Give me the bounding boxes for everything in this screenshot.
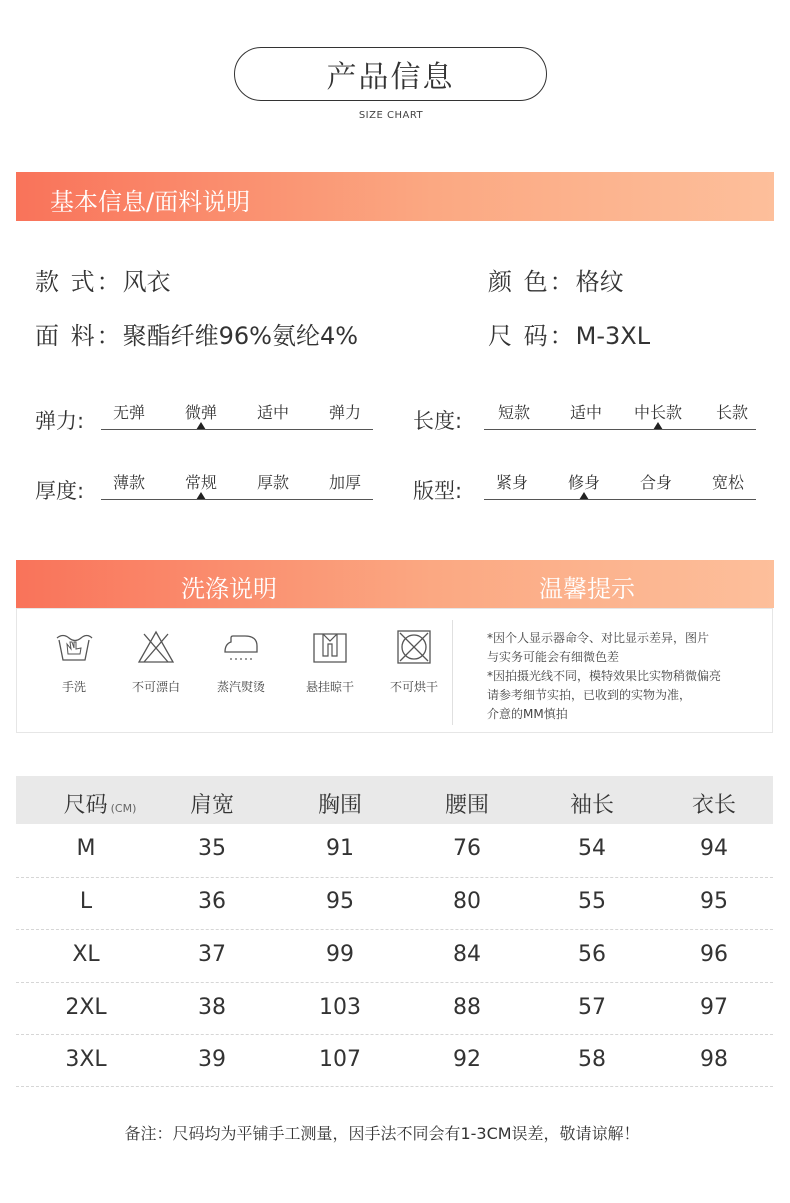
table-cell: 38 [198, 995, 226, 1020]
page-subtitle: SIZE CHART [358, 110, 424, 121]
scale-option: 中长款 [633, 403, 683, 422]
care-item-no-tumble-dry [374, 628, 454, 695]
color-value: 格纹 [575, 268, 624, 296]
scale-option: 宽松 [711, 473, 745, 492]
care-item-steam-iron [201, 628, 281, 695]
no-bleach-icon [136, 628, 176, 666]
basic-info-title: 基本信息/面料说明 [50, 188, 251, 216]
row-divider [16, 877, 773, 878]
color-row [488, 262, 624, 297]
length-scale [484, 400, 756, 430]
size-value: M-3XL [575, 322, 651, 350]
elasticity-label: 弹力: [35, 409, 85, 433]
table-row [16, 889, 773, 929]
table-cell: 76 [453, 836, 481, 861]
basic-info-banner [16, 172, 774, 221]
table-row [16, 942, 773, 982]
scale-option: 薄款 [112, 473, 146, 492]
tip-line: *因拍摄光线不同，模特效果比实物稍微偏亮 [487, 669, 722, 683]
fit-scale [484, 470, 756, 500]
care-label: 悬挂晾干 [305, 680, 354, 694]
care-item-hang-dry [290, 628, 370, 695]
table-cell: 99 [326, 942, 354, 967]
size-header-label: 尺码 [63, 793, 108, 818]
table-cell: 84 [453, 942, 481, 967]
table-cell: 57 [578, 995, 606, 1020]
style-row [35, 262, 171, 297]
tip-line: *因个人显示器命令、对比显示差异，图片 [487, 631, 710, 645]
column-header: 袖长 [569, 793, 615, 818]
scale-option: 长款 [715, 403, 749, 422]
table-cell: 97 [700, 995, 728, 1020]
page-title-pill [234, 47, 547, 101]
table-cell: 96 [700, 942, 728, 967]
care-banner [16, 560, 774, 608]
table-cell: 58 [578, 1047, 606, 1072]
table-cell: 35 [198, 836, 226, 861]
table-cell: 95 [326, 889, 354, 914]
fabric-row [35, 316, 358, 351]
hand-wash-icon [54, 628, 94, 666]
tip-line: 请参考细节实拍，已收到的实物为准， [487, 688, 692, 702]
tips-text [487, 629, 767, 724]
scale-option: 短款 [497, 403, 531, 422]
scale-line [484, 499, 756, 500]
scale-option: 常规 [184, 473, 218, 492]
scale-option: 加厚 [328, 473, 362, 492]
wash-instructions-title: 洗涤说明 [181, 575, 277, 603]
size-row [488, 316, 650, 351]
table-cell: 95 [700, 889, 728, 914]
table-cell: 54 [578, 836, 606, 861]
size-unit-label: (CM) [110, 802, 137, 815]
care-label: 蒸汽熨烫 [216, 680, 265, 694]
column-header-size [64, 788, 137, 819]
column-header: 肩宽 [189, 793, 235, 818]
table-cell: 39 [198, 1047, 226, 1072]
tip-line: 介意的MM慎拍 [487, 707, 568, 721]
row-divider [16, 982, 773, 983]
footer-note: 备注：尺码均为平铺手工测量，因手法不同会有1-3CM误差，敬请谅解！ [124, 1124, 640, 1143]
column-header: 衣长 [691, 793, 737, 818]
care-label: 手洗 [61, 680, 86, 694]
no-tumble-dry-icon [394, 628, 434, 666]
hang-dry-icon [310, 628, 350, 666]
scale-option: 弹力 [328, 403, 362, 422]
table-cell: 98 [700, 1047, 728, 1072]
table-cell: 37 [198, 942, 226, 967]
table-row [16, 836, 773, 876]
table-cell: 56 [578, 942, 606, 967]
table-cell: 94 [700, 836, 728, 861]
size-table-header [16, 776, 773, 824]
length-label: 长度: [413, 409, 463, 433]
table-cell: 36 [198, 889, 226, 914]
size-label: 尺 码： [488, 322, 576, 350]
style-value: 风衣 [122, 268, 171, 296]
fabric-label: 面 料： [35, 322, 123, 350]
table-cell: 55 [578, 889, 606, 914]
thickness-label: 厚度: [35, 479, 85, 503]
elasticity-scale [101, 400, 373, 430]
page-title: 产品信息 [326, 60, 455, 95]
size-cell: L [79, 889, 93, 914]
scale-option: 微弹 [184, 403, 218, 422]
table-cell: 107 [319, 1047, 361, 1072]
scale-option: 厚款 [256, 473, 290, 492]
scale-option: 紧身 [495, 473, 529, 492]
care-label: 不可漂白 [131, 680, 180, 694]
table-cell: 92 [453, 1047, 481, 1072]
tip-line: 与实务可能会有细微色差 [487, 650, 620, 664]
table-cell: 88 [453, 995, 481, 1020]
table-row [16, 1047, 773, 1087]
thickness-scale [101, 470, 373, 500]
scale-option: 无弹 [112, 403, 146, 422]
row-divider [16, 1086, 773, 1087]
care-item-no-bleach [116, 628, 196, 695]
fit-label: 版型: [413, 479, 463, 503]
column-header: 胸围 [317, 793, 363, 818]
size-cell: M [76, 836, 96, 861]
scale-line [101, 429, 373, 430]
row-divider [16, 1034, 773, 1035]
row-divider [16, 929, 773, 930]
fabric-value: 聚酯纤维96%氨纶4% [122, 322, 359, 350]
size-cell: XL [72, 942, 100, 967]
style-label: 款 式： [35, 268, 123, 296]
scale-option: 修身 [567, 473, 601, 492]
scale-line [101, 499, 373, 500]
scale-option: 合身 [639, 473, 673, 492]
scale-option: 适中 [569, 403, 603, 422]
steam-iron-icon [221, 628, 261, 666]
size-cell: 2XL [65, 995, 107, 1020]
scale-line [484, 429, 756, 430]
color-label: 颜 色： [488, 268, 576, 296]
column-header: 腰围 [444, 793, 490, 818]
tips-title: 温馨提示 [539, 575, 635, 603]
care-label: 不可烘干 [389, 680, 438, 694]
table-row [16, 995, 773, 1035]
size-cell: 3XL [65, 1047, 107, 1072]
care-item-hand-wash [34, 628, 114, 695]
table-cell: 91 [326, 836, 354, 861]
scale-option: 适中 [256, 403, 290, 422]
table-cell: 80 [453, 889, 481, 914]
table-cell: 103 [319, 995, 361, 1020]
